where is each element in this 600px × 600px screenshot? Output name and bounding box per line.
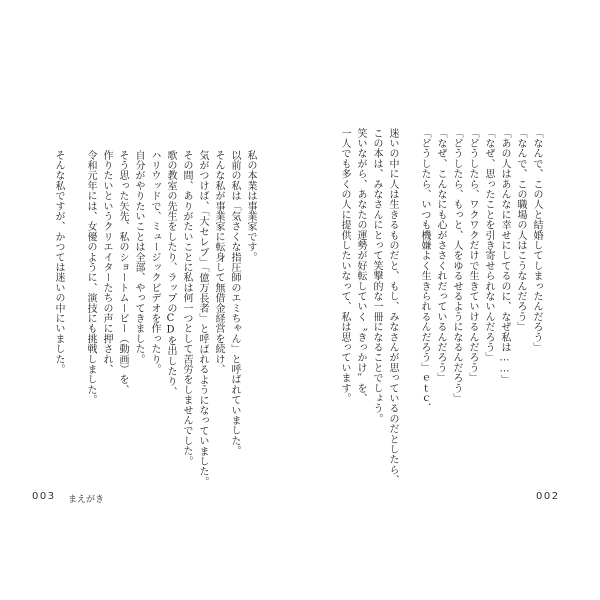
text-line: 作りたいというクリエイターたちの声に押され、 (101, 150, 112, 375)
text-line: 令和元年には、女優のように、演技にも挑戦しました。 (85, 150, 96, 405)
text-line: 「あの人はあんなに幸せにしてるのに、なぜ私は……」 (499, 128, 510, 385)
text-line: 「なぜ、こんなにも心がささくれだっているんだろう」 (435, 128, 446, 383)
text-line: 「なんで、この人と結婚してしまったんだろう」 (531, 128, 542, 353)
page-number: 002 (536, 491, 560, 502)
section-label: まえがき (68, 495, 105, 505)
text-line: 「どうしたら、ワクワクだけで生きていけるんだろう」 (467, 128, 478, 383)
text-line: その間、ありがたいことに私は何一つとして苦労をしませんでした。 (181, 150, 192, 467)
text-line: そう思った矢先、私のショートムービー（動画）を、 (117, 150, 128, 395)
text-line: 「なぜ、思ったことを引き寄せられないんだろう」 (483, 128, 494, 363)
text-line: 歌の教室の先生をしたり、ラップのCDを出したり、 (165, 150, 176, 397)
text-line: 気がつけば、「大セレブ」「億万長者」と呼ばれるようになっていました。 (197, 150, 208, 487)
text-line: ハリウッドで、ミュージックビデオを作ったり。 (149, 150, 160, 375)
text-line: 笑いながら、あなたの運勢が好転していく〝きっかけ〟を、 (355, 128, 366, 404)
text-line: 一人でも多くの人に提供したいなって、私は思っています。 (339, 128, 350, 404)
text-line: この本は、みなさんにとって笑撃的な一冊になることでしょう。 (371, 128, 382, 424)
right-page (300, 0, 600, 600)
text-line: そんな私が事業家に転身して無借金経営を続け、 (213, 150, 224, 375)
text-line: そんな私ですが、かつては迷いの中にいました。 (53, 150, 64, 375)
text-line: 「どうしたら、いつも機嫌よく生きられるんだろう」ｅｔｃ． (419, 128, 430, 414)
text-line: 自分がやりたいことは全部、やってきました。 (133, 150, 144, 365)
text-line: 「なんで、この職場の人はこうなんだろう」 (515, 128, 526, 332)
text-line: 迷いの中に人は生きるものだと、もし、みなさんが思っているのだとしたら、 (387, 128, 398, 485)
text-line: 以前の私は「気さくな指圧師のエミちゃん」と呼ばれていました。 (229, 150, 240, 456)
text-line: 私の本業は事業家です。 (245, 150, 256, 263)
page-number: 003 (32, 491, 56, 502)
text-line: 「どうしたら、もっと、人をゆるせるようになるんだろう」 (451, 128, 462, 404)
